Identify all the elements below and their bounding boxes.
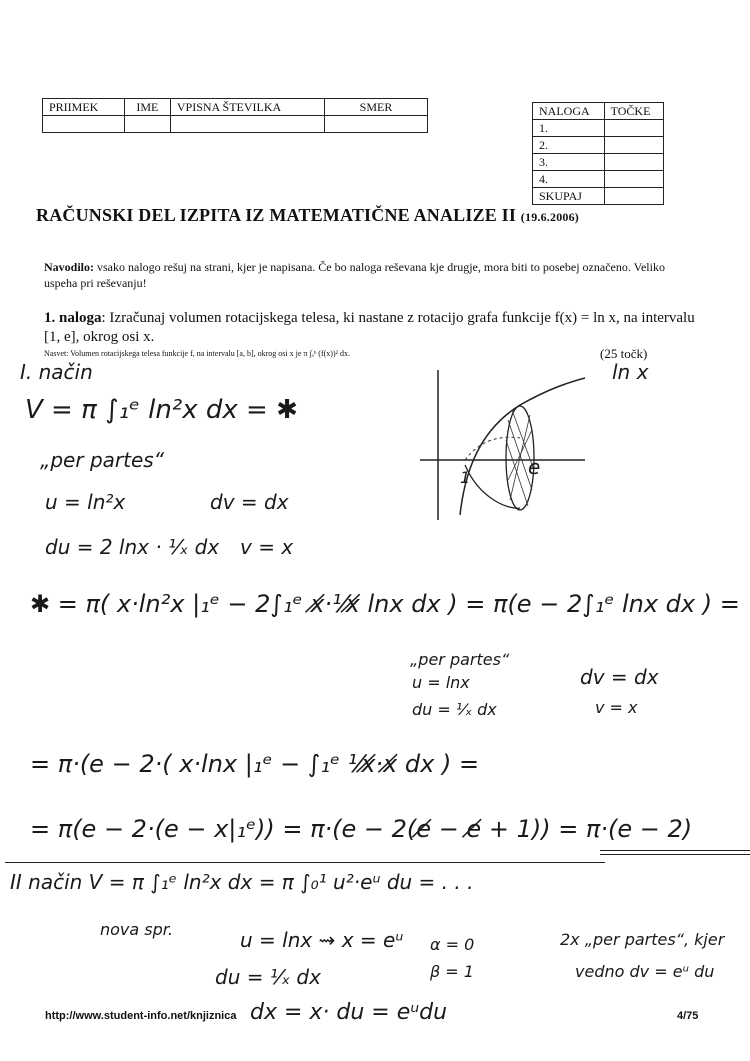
- separator-line: [5, 862, 605, 863]
- score-row-label: 1.: [533, 120, 605, 137]
- cell-vpisna: [170, 116, 324, 133]
- header-ime: IME: [124, 99, 170, 116]
- hw-line: dx = x· du = eᵘdu: [250, 1000, 448, 1025]
- hw-line: v = x: [595, 698, 638, 717]
- task-points: (25 točk): [600, 346, 648, 361]
- graph-e-label: e: [528, 455, 541, 479]
- rotation-sketch: [420, 360, 590, 520]
- hw-line: du = 2 lnx · ¹⁄ₓ dx: [45, 535, 220, 559]
- cell-priimek: [43, 116, 125, 133]
- hw-line: vedno dv = eᵘ du: [575, 962, 715, 981]
- hw-line: dv = dx: [580, 665, 659, 689]
- score-row-label: SKUPAJ: [533, 188, 605, 205]
- task-statement: 1. naloga: Izračunaj volumen rotacijskega telesa, ki nastane z rotacijo grafa funkcije f(x) = ln x, na intervalu [1, e], okrog osi x.: [44, 310, 695, 345]
- hw-line: „per partes“: [410, 650, 510, 669]
- hw-line: = π(e − 2·(e − x|₁ᵉ)) = π·(e − 2(e̸ − e̸ + 1)) = π·(e − 2): [30, 815, 693, 843]
- header-smer: SMER: [325, 99, 428, 116]
- hw-line: „per partes“: [40, 448, 165, 472]
- instructions: Navodilo: vsako nalogo rešuj na strani, kjer je napisana. Če bo naloga reševana kje drugje, mora biti to posebej označeno. Veliko uspeha pri reševanju!: [44, 260, 665, 290]
- header-naloga: NALOGA: [533, 103, 605, 120]
- header-vpisna: VPISNA ŠTEVILKA: [170, 99, 324, 116]
- score-row-label: 3.: [533, 154, 605, 171]
- hw-line: u = lnx ⇝ x = eᵘ: [240, 928, 404, 952]
- cell-ime: [124, 116, 170, 133]
- graph-1-label: 1: [460, 468, 471, 487]
- hw-line: β = 1: [430, 962, 474, 981]
- hw-line: α = 0: [430, 935, 475, 954]
- hw-line: u = ln²x: [45, 490, 126, 514]
- header-tocke: TOČKE: [604, 103, 663, 120]
- hw-line: dv = dx: [210, 490, 289, 514]
- hw-line: v = x: [240, 535, 294, 559]
- result-underline: [600, 850, 750, 855]
- score-row-label: 4.: [533, 171, 605, 188]
- page-title: RAČUNSKI DEL IZPITA IZ MATEMATIČNE ANALIZE II (19.6.2006): [36, 205, 579, 225]
- hw-line: du = ¹⁄ₓ dx: [412, 700, 497, 719]
- score-table: [532, 102, 664, 205]
- method-2-line: II način V = π ∫₁ᵉ ln²x dx = π ∫₀¹ u²·eᵘ du = . . .: [10, 870, 474, 894]
- hw-line: ✱ = π( x·ln²x |₁ᵉ − 2∫₁ᵉ x̸·¹⁄x̸ lnx dx ) = π(e − 2∫₁ᵉ lnx dx ) =: [30, 590, 740, 618]
- footer-url: http://www.student-info.net/knjiznica: [45, 1010, 237, 1022]
- header-priimek: PRIIMEK: [43, 99, 125, 116]
- hw-line: nova spr.: [100, 920, 173, 939]
- method-1-label: I. način: [20, 360, 93, 384]
- graph-label: ln x: [612, 360, 649, 384]
- student-info-table: [42, 98, 428, 133]
- hw-line: du = ¹⁄ₓ dx: [215, 965, 321, 989]
- task-hint: Nasvet: Volumen rotacijskega telesa funkcije f, na intervalu [a, b], okrog osi x je π ∫ₐᵇ (f(x))² dx.: [44, 349, 351, 358]
- score-row-label: 2.: [533, 137, 605, 154]
- cell-smer: [325, 116, 428, 133]
- hw-line: = π·(e − 2·( x·lnx |₁ᵉ − ∫₁ᵉ ¹⁄x̸·x̸ dx ) =: [30, 750, 480, 778]
- hw-line: 2x „per partes“, kjer: [560, 930, 725, 949]
- hw-line: V = π ∫₁ᵉ ln²x dx = ✱: [25, 395, 298, 425]
- hw-line: u = lnx: [412, 673, 470, 692]
- exam-date: (19.6.2006): [520, 210, 579, 224]
- page-number: 4/75: [677, 1010, 699, 1022]
